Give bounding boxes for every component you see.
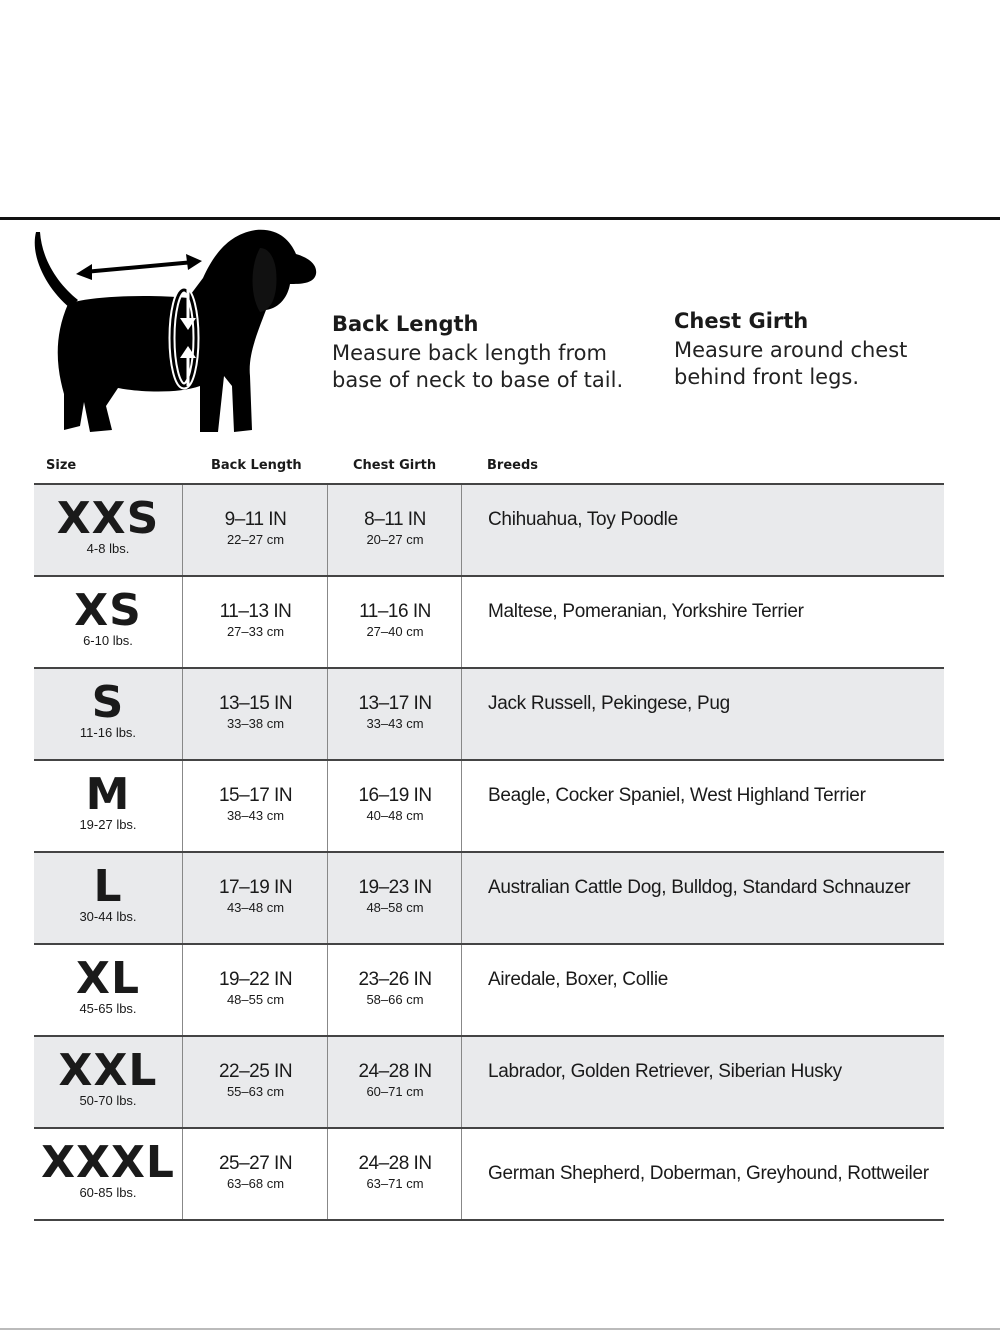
breeds-text: Labrador, Golden Retriever, Siberian Husky [488,1061,842,1082]
size-cell [34,577,182,667]
chest-girth-cm: 58–66 cm [366,992,424,1007]
chest-girth-inches: 23–26 IN [358,969,432,990]
dog-silhouette-icon [28,226,328,444]
breeds-cell [461,577,944,667]
breeds-text: German Shepherd, Doberman, Greyhound, Rottweiler [488,1163,929,1184]
size-label: XXL [58,1045,158,1096]
chest-girth-info [674,309,907,391]
chest-girth-cell [327,853,462,943]
table-row [34,1035,944,1127]
header-chest-girth: Chest Girth [353,458,437,473]
weight-range: 60-85 lbs. [79,1185,137,1200]
breeds-cell [461,1129,944,1219]
chest-girth-cm: 20–27 cm [366,532,424,547]
chest-girth-cm: 33–43 cm [366,716,424,731]
weight-range: 6-10 lbs. [83,633,133,648]
chest-girth-cell [327,669,462,759]
size-cell [34,1037,182,1127]
breeds-cell [461,761,944,851]
chest-girth-cm: 27–40 cm [366,624,424,639]
back-length-cm: 38–43 cm [226,808,285,823]
chest-girth-cm: 40–48 cm [366,808,424,823]
table-row [34,575,944,667]
header-breeds: Breeds [487,458,538,473]
back-length-inches: 9–11 IN [224,509,287,530]
size-cell [34,1129,182,1219]
back-length-title: Back Length [332,312,479,336]
size-label: XL [76,953,140,1004]
back-length-cell [182,1037,328,1127]
back-length-cm: 43–48 cm [226,900,285,915]
chest-girth-desc-line1: Measure around chest [674,338,908,362]
back-length-inches: 22–25 IN [218,1061,293,1082]
back-length-inches: 25–27 IN [218,1153,293,1174]
chest-girth-inches: 24–28 IN [358,1061,432,1082]
back-length-cell [182,669,328,759]
weight-range: 30-44 lbs. [79,909,137,924]
breeds-text: Chihuahua, Toy Poodle [488,509,678,530]
back-length-desc-line2: base of neck to base of tail. [332,368,624,392]
table-row [34,1127,944,1221]
header-size: Size [46,458,77,473]
back-length-cm: 22–27 cm [226,532,285,547]
weight-range: 45-65 lbs. [79,1001,137,1016]
breeds-text: Maltese, Pomeranian, Yorkshire Terrier [488,601,804,622]
chest-girth-cell [327,1037,462,1127]
breeds-cell [461,853,944,943]
chest-girth-inches: 11–16 IN [359,601,431,622]
back-length-desc-line1: Measure back length from [332,341,607,365]
back-length-inches: 11–13 IN [219,601,292,622]
table-row [34,851,944,943]
back-length-cm: 27–33 cm [226,624,285,639]
chest-girth-inches: 16–19 IN [358,785,432,806]
size-label: XS [74,585,142,636]
size-cell [34,853,182,943]
chest-girth-cm: 63–71 cm [366,1176,424,1191]
chest-girth-desc-line2: behind front legs. [674,365,860,389]
size-label: L [93,861,123,912]
breeds-cell [461,945,944,1035]
size-label: M [85,769,131,820]
back-length-info [332,312,623,394]
back-length-cell [182,945,328,1035]
chest-girth-cell [327,485,462,575]
chest-girth-cm: 48–58 cm [366,900,424,915]
chest-girth-cell [327,1129,462,1219]
back-length-cm: 63–68 cm [226,1176,285,1191]
table-row [34,943,944,1035]
size-cell [34,945,182,1035]
weight-range: 4-8 lbs. [86,541,130,556]
back-length-inches: 15–17 IN [218,785,293,806]
chest-girth-inches: 13–17 IN [358,693,432,714]
breeds-cell [461,669,944,759]
size-label: XXS [56,493,160,544]
table-row [34,667,944,759]
weight-range: 50-70 lbs. [79,1093,137,1108]
chest-girth-cell [327,945,462,1035]
breeds-cell [461,485,944,575]
breeds-text: Beagle, Cocker Spaniel, West Highland Terrier [488,785,866,806]
breeds-text: Jack Russell, Pekingese, Pug [488,693,730,714]
table-row [34,759,944,851]
back-length-cm: 48–55 cm [226,992,285,1007]
back-length-cell [182,1129,328,1219]
size-cell [34,485,182,575]
table-header [0,458,1000,478]
back-length-cell [182,761,328,851]
chest-girth-cm: 60–71 cm [366,1084,424,1099]
weight-range: 19-27 lbs. [79,817,137,832]
back-length-cell [182,853,328,943]
back-length-inches: 17–19 IN [218,877,293,898]
top-divider [0,217,1000,220]
back-length-cm: 33–38 cm [226,716,285,731]
chest-girth-inches: 24–28 IN [358,1153,432,1174]
chest-girth-inches: 8–11 IN [364,509,426,530]
breeds-text: Australian Cattle Dog, Bulldog, Standard Schnauzer [488,877,911,898]
size-label: XXXL [41,1137,175,1188]
size-cell [34,669,182,759]
weight-range: 11-16 lbs. [79,725,137,740]
chest-girth-inches: 19–23 IN [358,877,432,898]
chest-girth-cell [327,577,462,667]
chest-girth-cell [327,761,462,851]
chest-girth-title: Chest Girth [674,309,809,333]
breeds-text: Airedale, Boxer, Collie [488,969,669,990]
header-back-length: Back Length [211,458,302,473]
table-row [34,483,944,575]
size-label: S [91,677,125,728]
size-cell [34,761,182,851]
back-length-cm: 55–63 cm [226,1084,285,1099]
breeds-cell [461,1037,944,1127]
back-length-cell [182,577,328,667]
back-length-inches: 19–22 IN [218,969,293,990]
back-length-cell [182,485,328,575]
size-table [34,483,944,1221]
back-length-inches: 13–15 IN [218,693,293,714]
